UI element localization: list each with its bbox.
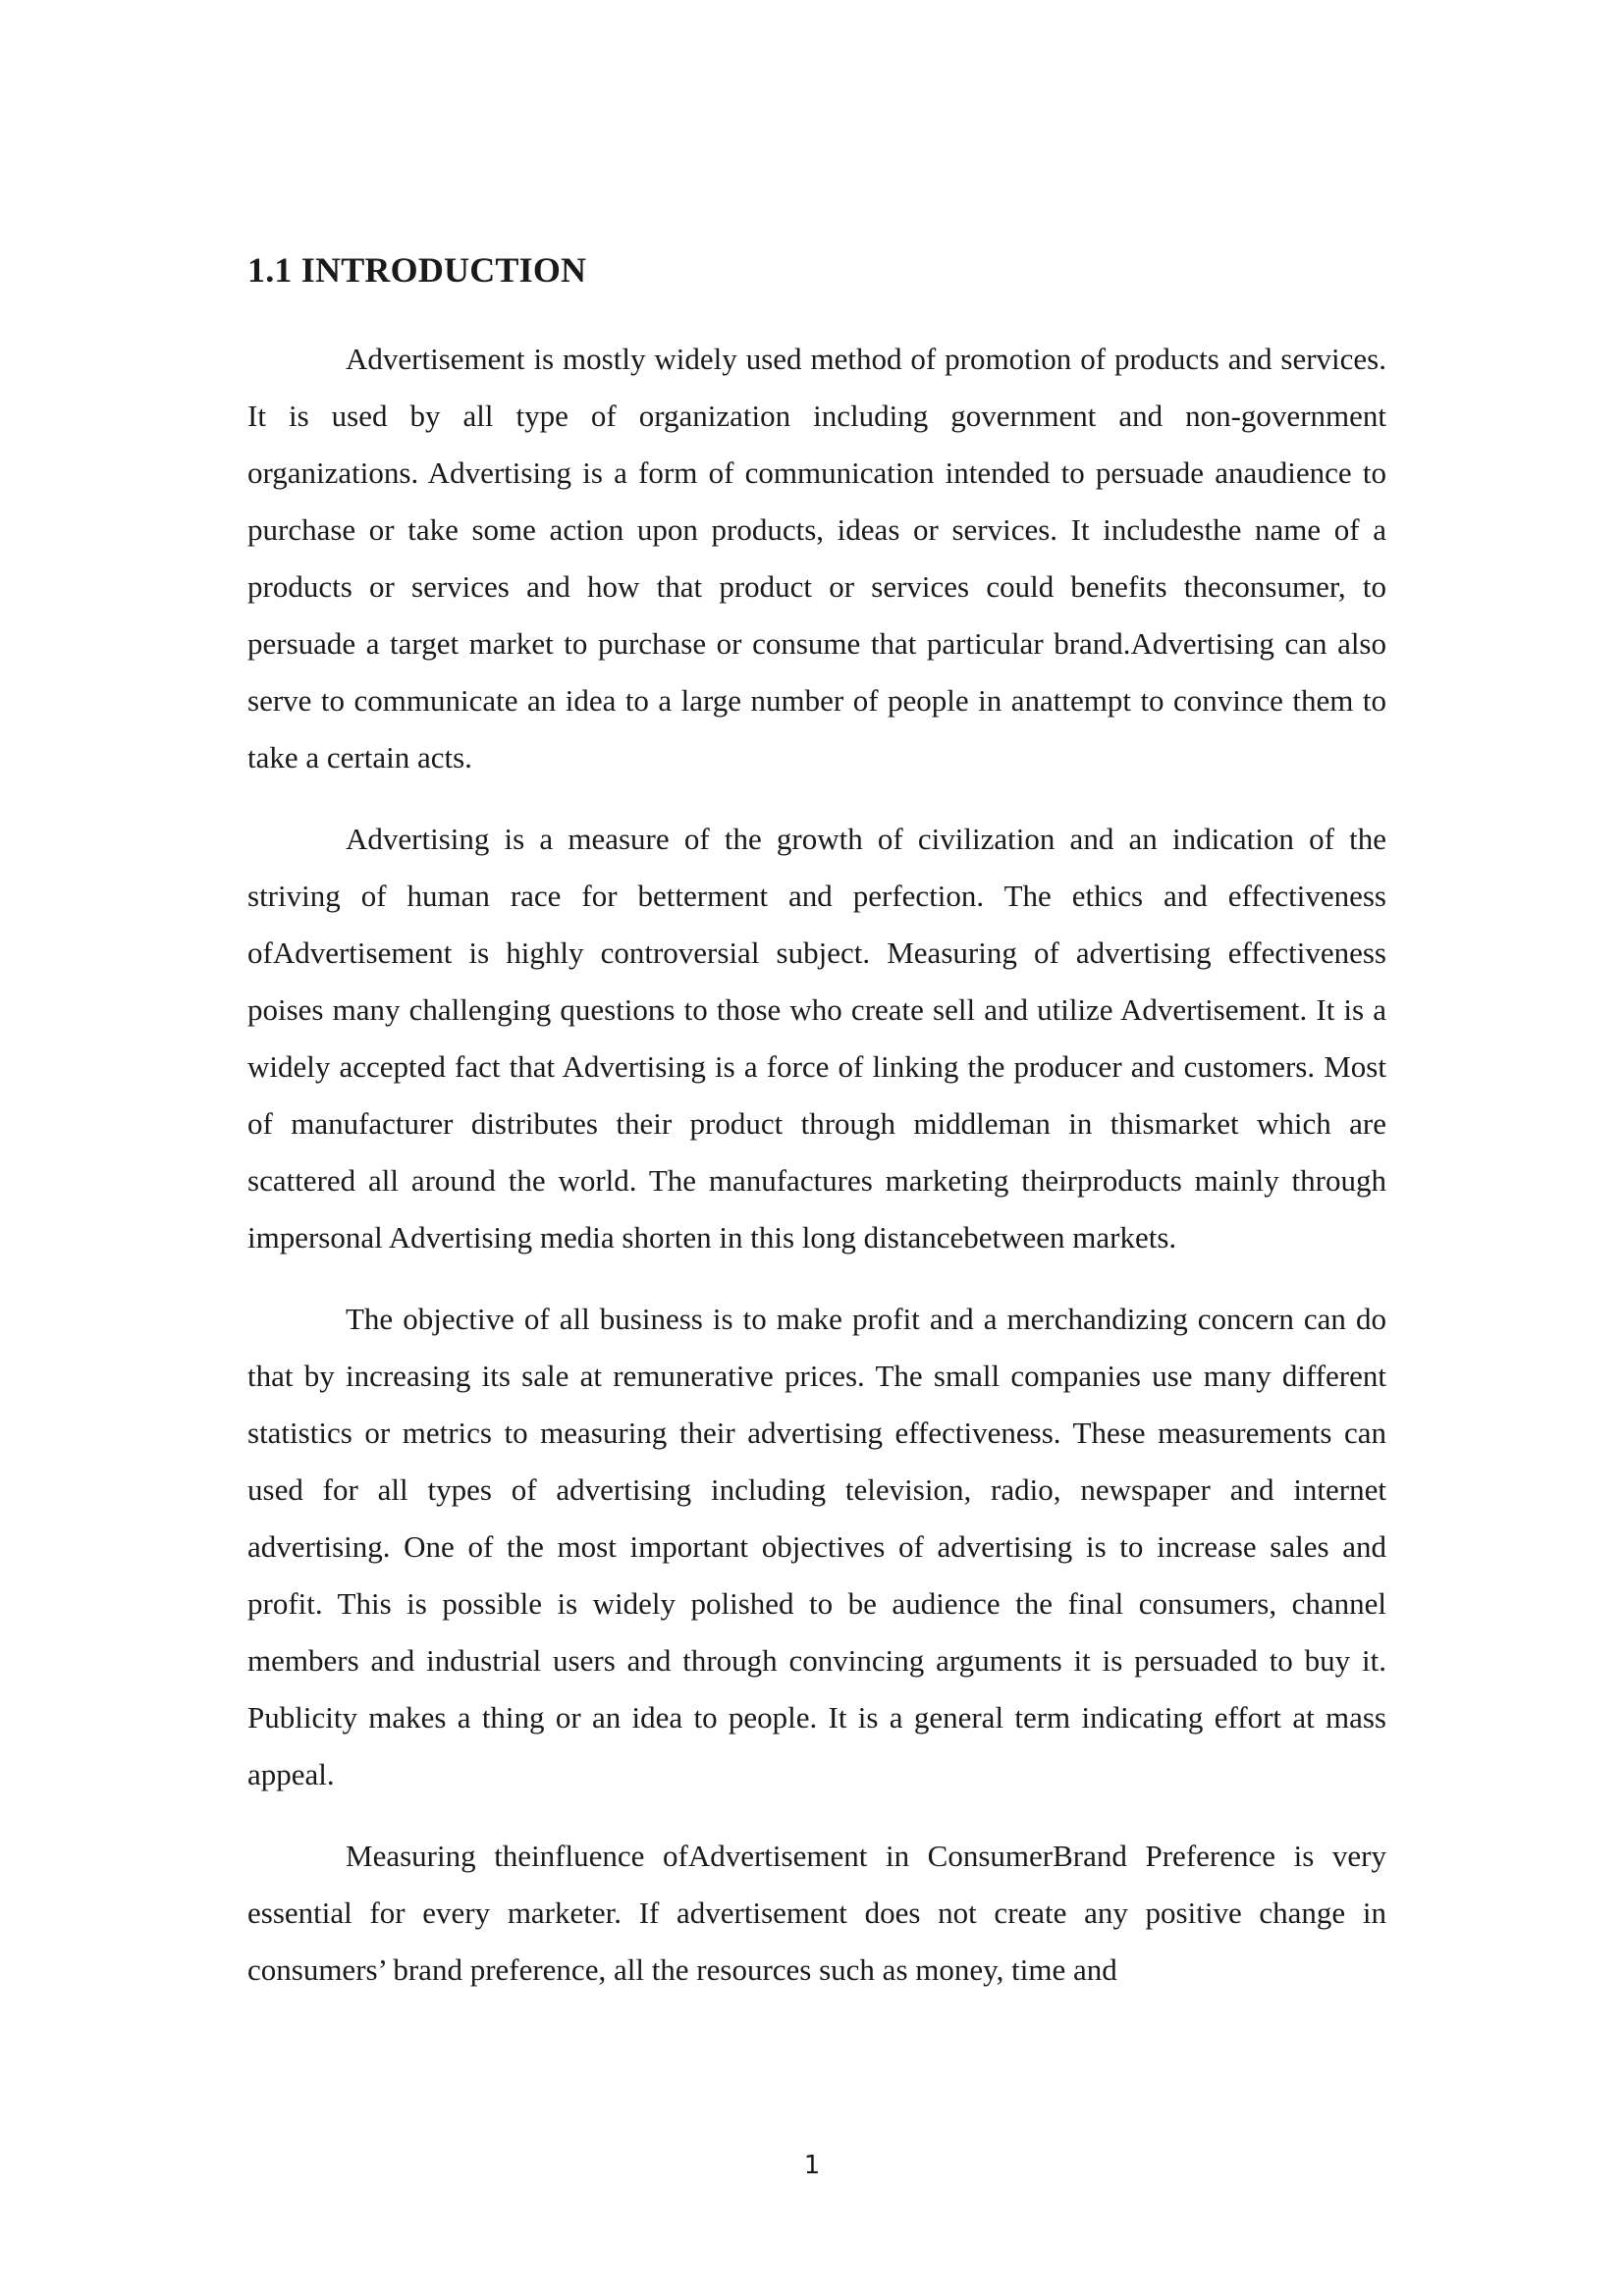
paragraph-3: The objective of all business is to make profit and a merchandizing concern can do that by increasing its sale at remunerative prices. The small companies use many different statistics or metrics to measuring their advertising effectiveness. These measurements can used for all types of advertising including television, radio, newspaper and internet advertising. One of the most important objectives of advertising is to increase sales and profit. This is possible is widely polished to be audience the final consumers, channel members and industrial users and through convincing arguments it is persuaded to buy it. Publicity makes a thing or an idea to people. It is a general term indicating effort at mass appeal. (247, 1302, 1386, 1791)
page-number: 1 (803, 2151, 821, 2180)
paragraph-1: Advertisement is mostly widely used method of promotion of products and services. It is used by all type of organization including government and non-government organizations. Advertising is a form of communication intended to persuade anaudience to purchase or take some action upon products, ideas or services. It includesthe name of a products or services and how that product or services could benefits theconsumer, to persuade a target market to purchase or consume that particular brand.Advertising can also serve to communicate an idea to a large number of people in anattempt to convince them to take a certain acts. (247, 342, 1386, 774)
paragraph-4: Measuring theinfluence ofAdvertisement in ConsumerBrand Preference is very essential for every marketer. If advertisement does not create any positive change in consumers’ brand preference, all the resources such as money, time and (247, 1839, 1386, 1987)
body-text (247, 331, 1386, 2023)
section-heading: 1.1 INTRODUCTION (247, 250, 587, 290)
paragraph-2: Advertising is a measure of the growth of civilization and an indication of the striving of human race for betterment and perfection. The ethics and effectiveness ofAdvertisement is highly controversial subject. Measuring of advertising effectiveness poises many challenging questions to those who create sell and utilize Advertisement. It is a widely accepted fact that Advertising is a force of linking the producer and customers. Most of manufacturer distributes their product through middleman in thismarket which are scattered all around the world. The manufactures marketing theirproducts mainly through impersonal Advertising media shorten in this long distancebetween markets. (247, 822, 1386, 1255)
